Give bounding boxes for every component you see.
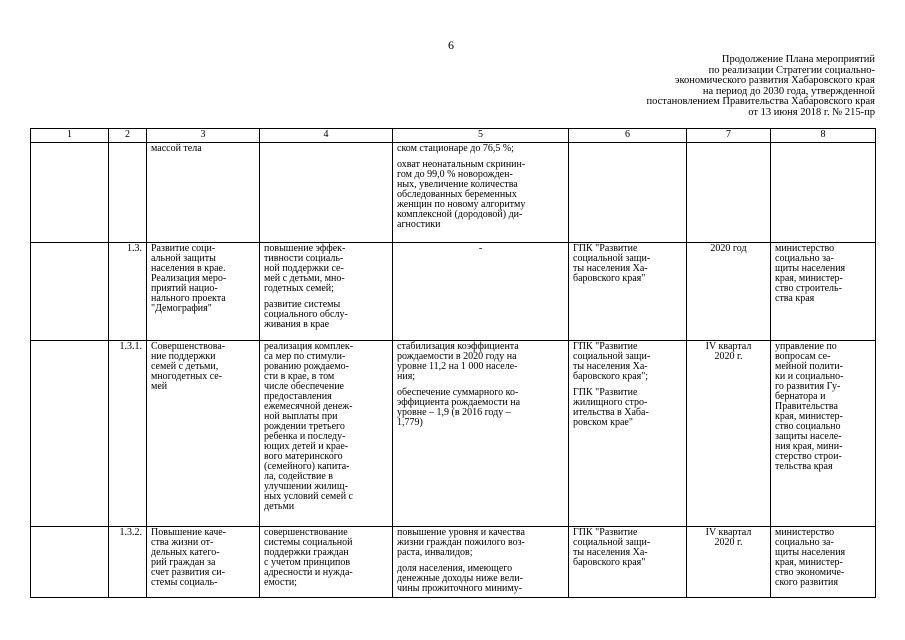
item-number: [109, 143, 147, 243]
program-reference-paragraph: ГПК "Развитие социальной защи- ты населения Ха- баровского края": [573, 527, 651, 568]
column-header: 1: [31, 129, 109, 143]
expected-results: [393, 243, 569, 341]
column-header: 4: [260, 129, 393, 143]
program-reference-paragraph: ГПК "Развитие жилищного стро- ительства в Хаба- ровском крае": [573, 387, 649, 428]
item-number: 1.3.1.: [109, 341, 147, 527]
activity-goals-paragraph: развитие системы социального обслу- живания в крае: [264, 299, 348, 330]
activity-name: [147, 243, 260, 341]
activity-name: [147, 341, 260, 527]
responsible-executors-paragraph: управление по вопросам се- мейной полити- ки и социально- го развития Гу- бернатора и Правительства края, министер- ство социально защиты населе- ния края, мини- стерство строи- тельства края: [775, 341, 844, 472]
responsible-executors-paragraph: министерство социально за- щиты населения края, министер- ство экономиче- ского развития: [775, 527, 846, 588]
deadline-paragraph: IV квартал 2020 г.: [705, 527, 752, 548]
expected-results-paragraph: охват неонатальным скринин- гом до 99,0 % новорожден- ных, увеличение количества обследованных беременных женщин по новому алгоритму комплексной (дородовой) ди- агностики: [397, 159, 526, 230]
expected-results-paragraph: доля населения, имеющего денежные доходы ниже вели- чины прожиточного миниму-: [397, 563, 523, 594]
deadline: [687, 143, 771, 243]
column-header: 2: [109, 129, 147, 143]
activity-name-paragraph: Повышение каче- ства жизни от- дельных катего- рий граждан за счет развития си- стемы социаль-: [151, 527, 226, 588]
column-header: 8: [771, 129, 876, 143]
deadline-paragraph: IV квартал 2020 г.: [705, 341, 752, 362]
activity-goals-paragraph: реализация комплек- са мер по стимули- рованию рождаемо- сти в крае, в том числе обеспечение предоставления ежемесячной денеж- ной выплаты при рождении третьего ребенка и последу- ющих детей и крае- вого материнского (семейного) капита- ла, содействие в улучшении жилищ- ных условий семей с детьми: [264, 341, 354, 512]
table-header-row: [31, 129, 876, 143]
activity-name: [147, 143, 260, 243]
column-header: 3: [147, 129, 260, 143]
activity-name-paragraph: массой тела: [151, 143, 202, 154]
activity-name-paragraph: Развитие соци- альной защиты населения в крае. Реализация меро- приятий нацио- нального проекта "Демография": [151, 243, 227, 314]
expected-results-paragraph: стабилизация коэффициента рождаемости в 2020 году на уровне 11,2 на 1 000 населе- ния;: [397, 341, 519, 382]
program-reference: [569, 243, 687, 341]
expected-results-paragraph: повышение уровня и качества жизни граждан пожилого воз- раста, инвалидов;: [397, 527, 525, 558]
responsible-executors: [771, 341, 876, 527]
expected-results-paragraph: -: [478, 243, 483, 254]
table-row: [31, 341, 876, 527]
expected-results: [393, 527, 569, 598]
deadline: [687, 527, 771, 598]
column-header: 7: [687, 129, 771, 143]
expected-results: [393, 143, 569, 243]
expected-results-paragraph: обеспечение суммарного ко- эффициента рождаемости на уровне – 1,9 (в 2016 году – 1,779): [397, 387, 521, 428]
table-row: [31, 243, 876, 341]
deadline: [687, 243, 771, 341]
column-header: 6: [569, 129, 687, 143]
responsible-executors-paragraph: министерство социально за- щиты населения края, министер- ство строитель- ства края: [775, 243, 846, 304]
activity-goals: [260, 243, 393, 341]
cell-col-1: [31, 143, 109, 243]
program-reference: [569, 527, 687, 598]
activity-goals-paragraph: повышение эффек- тивности социаль- ной поддержки се- мей с детьми, мно- годетных семей;: [264, 243, 346, 294]
cell-col-1: [31, 527, 109, 598]
activity-goals: [260, 527, 393, 598]
table-row: [31, 143, 876, 243]
activity-name: [147, 527, 260, 598]
activity-goals-paragraph: совершенствование системы социальной поддержки граждан с учетом принципов адресности и нужда- емости;: [264, 527, 353, 588]
activity-name-paragraph: Совершенствова- ние поддержки семей с детьми, многодетных се- мей: [151, 341, 226, 392]
activity-goals: [260, 143, 393, 243]
program-reference-paragraph: ГПК "Развитие социальной защи- ты населения Ха- баровского края";: [573, 341, 651, 382]
cell-col-1: [31, 243, 109, 341]
deadline-paragraph: 2020 год: [710, 243, 747, 254]
program-reference: [569, 341, 687, 527]
expected-results-paragraph: ском стационаре до 76,5 %;: [397, 143, 514, 154]
item-number: 1.3.2.: [109, 527, 147, 598]
plan-table: [30, 128, 876, 598]
expected-results: [393, 341, 569, 527]
program-reference: [569, 143, 687, 243]
cell-col-1: [31, 341, 109, 527]
deadline: [687, 341, 771, 527]
table-row: [31, 527, 876, 598]
activity-goals: [260, 341, 393, 527]
table-body: [31, 143, 876, 598]
responsible-executors: [771, 143, 876, 243]
header-note: Продолжение Плана мероприятий по реализации Стратегии социально- экономического развития Хабаровского края на период до 2030 года, утвержденной постановлением Правительства Хабаровского края от 13 июня 2018 г. № 215-пр: [646, 54, 875, 118]
responsible-executors: [771, 527, 876, 598]
responsible-executors: [771, 243, 876, 341]
page-number: 6: [448, 38, 454, 52]
program-reference-paragraph: ГПК "Развитие социальной защи- ты населения Ха- баровского края": [573, 243, 651, 284]
column-header: 5: [393, 129, 569, 143]
item-number: 1.3.: [109, 243, 147, 341]
